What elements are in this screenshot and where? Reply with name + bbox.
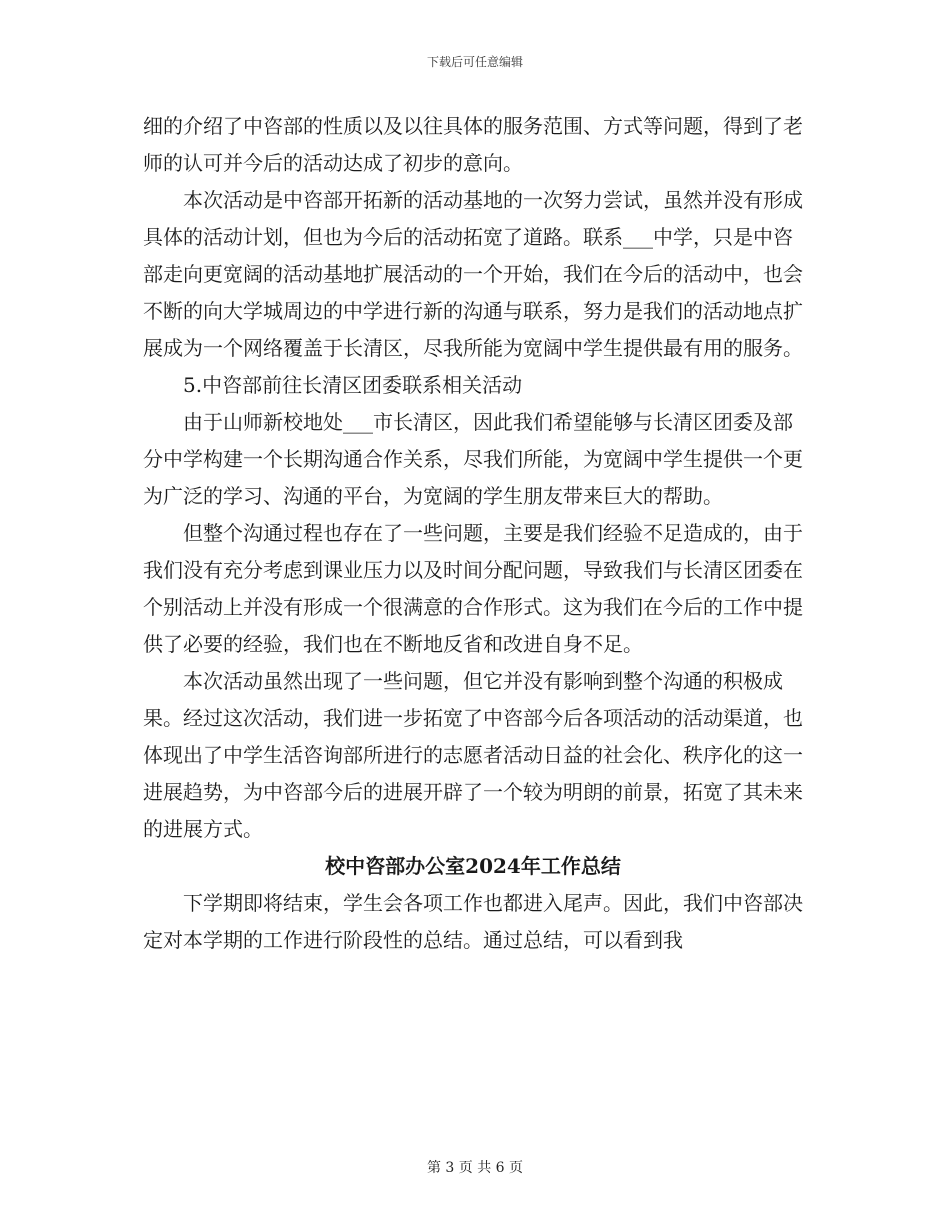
section-title: 校中咨部办公室2024年工作总结	[325, 854, 621, 878]
paragraph: 本次活动是中咨部开拓新的活动基地的一次努力尝试，虽然并没有形成具体的活动计划，但也为今后的活动拓宽了道路。联系___中学，只是中咨部走向更宽阔的活动基地扩展活动的一个开始，我们在今后的活动中，也会不断的向大学城周边的中学进行新的沟通与联系，努力是我们的活动地点扩展成为一个网络覆盖于长清区，尽我所能为宽阔中学生提供最有用的服务。	[143, 188, 803, 360]
paragraph: 由于山师新校地处___市长清区，因此我们希望能够与长清区团委及部分中学构建一个长期沟通合作关系，尽我们所能，为宽阔中学生提供一个更为广泛的学习、沟通的平台，为宽阔的学生朋友带来巨大的帮助。	[143, 410, 803, 508]
paragraph: 本次活动虽然出现了一些问题，但它并没有影响到整个沟通的积极成果。经过这次活动，我们进一步拓宽了中咨部今后各项活动的活动渠道，也体现出了中学生活咨询部所进行的志愿者活动日益的社会化、秩序化的这一进展趋势，为中咨部今后的进展开辟了一个较为明朗的前景，拓宽了其未来的进展方式。	[143, 669, 803, 841]
document-body	[143, 108, 803, 959]
paragraph: 下学期即将结束，学生会各项工作也都进入尾声。因此，我们中咨部决定对本学期的工作进行阶段性的总结。通过总结，可以看到我	[143, 891, 803, 952]
page-header: 下载后可任意编辑	[426, 55, 523, 69]
paragraph-continuation: 细的介绍了中咨部的性质以及以往具体的服务范围、方式等问题，得到了老师的认可并今后的活动达成了初步的意向。	[143, 114, 803, 175]
paragraph: 但整个沟通过程也存在了一些问题，主要是我们经验不足造成的，由于我们没有充分考虑到课业压力以及时间分配问题，导致我们与长清区团委在个别活动上并没有形成一个很满意的合作形式。这为我们在今后的工作中提供了必要的经验，我们也在不断地反省和改进自身不足。	[143, 521, 803, 656]
subsection-heading: 5.中咨部前往长清区团委联系相关活动	[183, 373, 523, 397]
page-number-footer: 第 3 页 共 6 页	[426, 1160, 524, 1176]
